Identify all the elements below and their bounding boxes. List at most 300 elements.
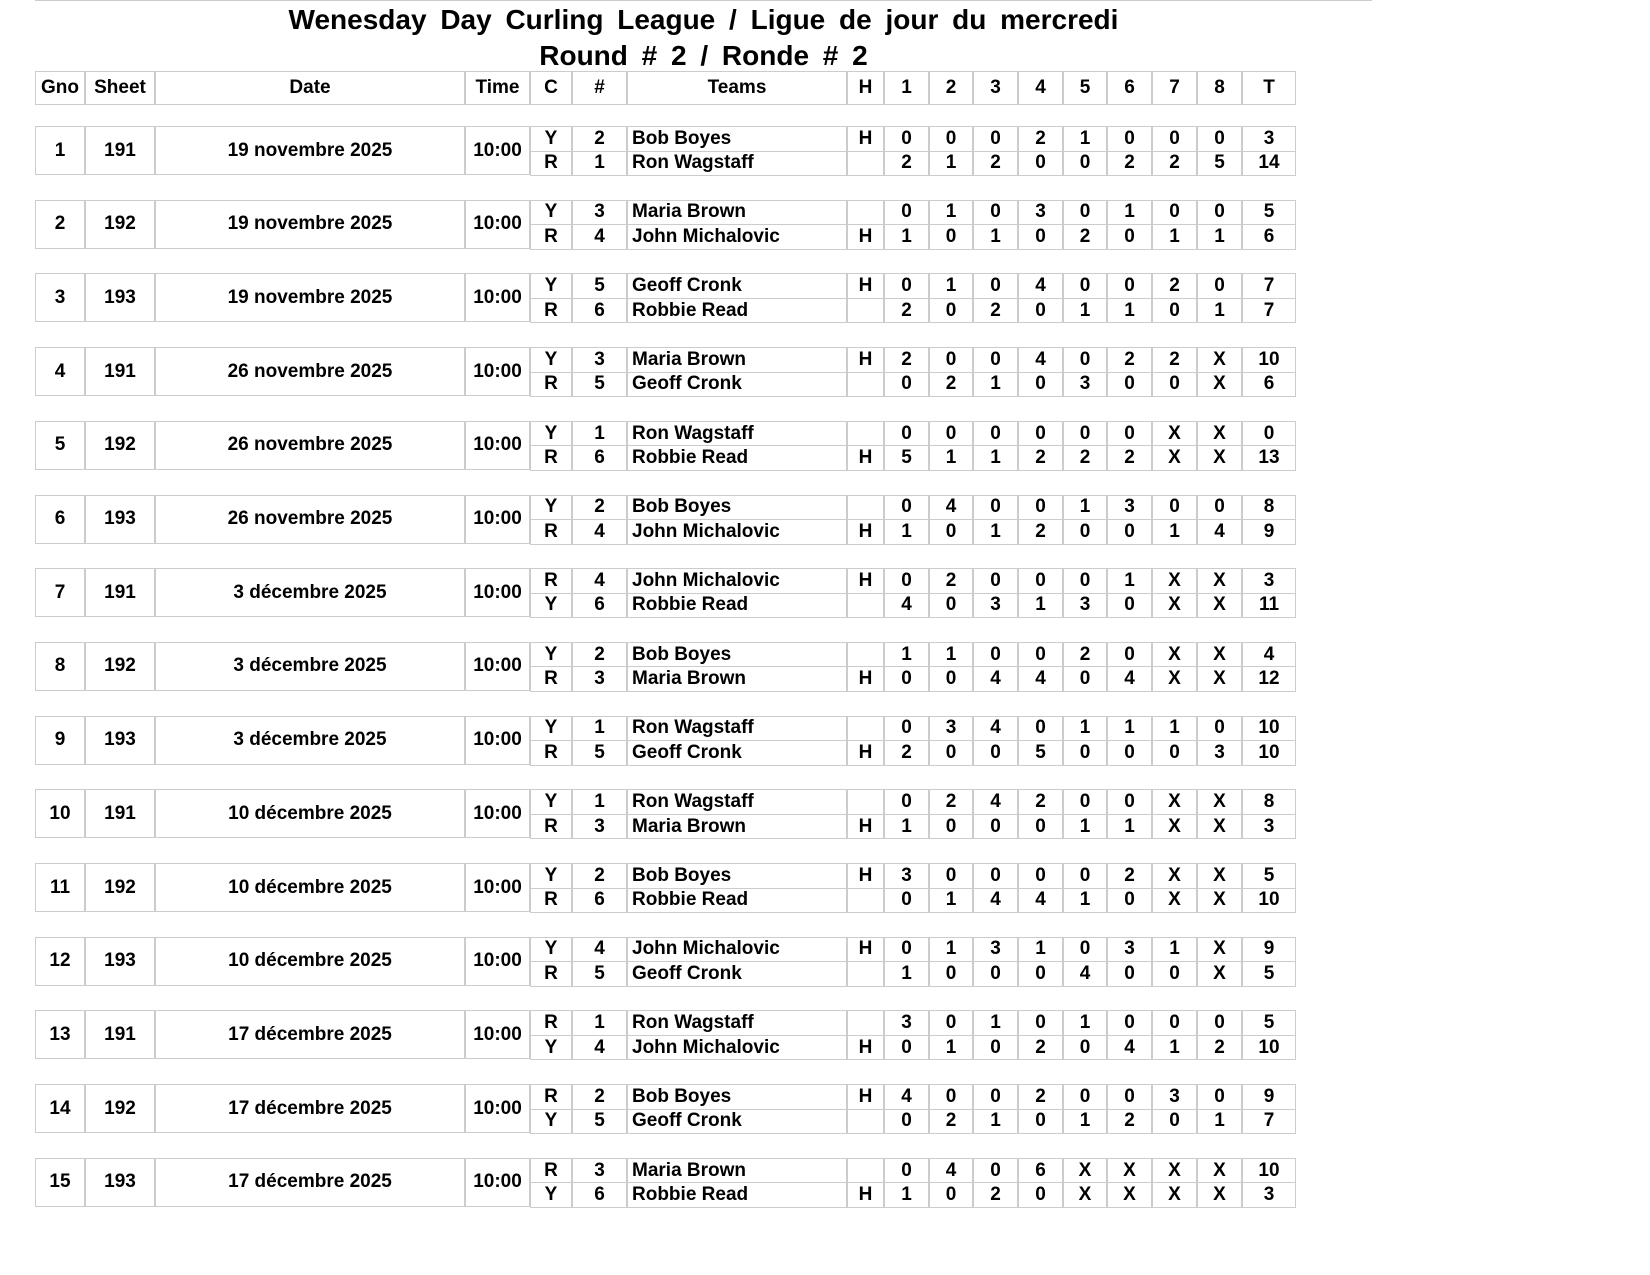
hammer-indicator: H bbox=[847, 666, 884, 692]
end-score: 0 bbox=[1197, 200, 1242, 226]
end-score: 0 bbox=[1018, 642, 1063, 668]
game-time: 10:00 bbox=[465, 937, 530, 986]
hammer-indicator bbox=[847, 1109, 884, 1135]
end-score: 0 bbox=[1018, 1182, 1063, 1208]
end-score: 0 bbox=[973, 863, 1018, 889]
team-name: John Michalovic bbox=[627, 224, 847, 250]
end-score: 1 bbox=[1063, 126, 1107, 152]
end-score: 4 bbox=[929, 495, 973, 521]
sheet-number: 193 bbox=[85, 937, 155, 986]
end-score: 4 bbox=[973, 789, 1018, 815]
end-score: 1 bbox=[929, 445, 973, 471]
end-score: X bbox=[1152, 814, 1197, 840]
end-score: X bbox=[1197, 863, 1242, 889]
game-time: 10:00 bbox=[465, 789, 530, 838]
game-number: 6 bbox=[35, 495, 85, 544]
team-number: 3 bbox=[572, 1158, 627, 1184]
end-score: 2 bbox=[973, 151, 1018, 177]
team-name: Geoff Cronk bbox=[627, 273, 847, 299]
total-score: 3 bbox=[1242, 1182, 1296, 1208]
end-score: 0 bbox=[884, 495, 929, 521]
header-gno: Gno bbox=[35, 71, 85, 105]
hammer-indicator bbox=[847, 372, 884, 398]
end-score: 4 bbox=[973, 716, 1018, 742]
game-block bbox=[35, 200, 1372, 249]
end-score: 0 bbox=[929, 421, 973, 447]
end-score: 0 bbox=[1018, 224, 1063, 250]
end-score: 0 bbox=[929, 593, 973, 619]
stone-color: R bbox=[530, 740, 572, 766]
end-score: 0 bbox=[1107, 126, 1152, 152]
game-time: 10:00 bbox=[465, 716, 530, 765]
team-number: 2 bbox=[572, 1084, 627, 1110]
end-score: X bbox=[1197, 666, 1242, 692]
stone-color: Y bbox=[530, 642, 572, 668]
end-score: 0 bbox=[884, 126, 929, 152]
game-date: 10 décembre 2025 bbox=[155, 789, 465, 838]
team-name: John Michalovic bbox=[627, 519, 847, 545]
end-score: 3 bbox=[1107, 937, 1152, 963]
end-score: X bbox=[1107, 1182, 1152, 1208]
end-score: 1 bbox=[1152, 1035, 1197, 1061]
stone-color: Y bbox=[530, 1035, 572, 1061]
game-time: 10:00 bbox=[465, 495, 530, 544]
end-score: 0 bbox=[1107, 740, 1152, 766]
total-score: 6 bbox=[1242, 372, 1296, 398]
team-name: Maria Brown bbox=[627, 666, 847, 692]
end-score: 2 bbox=[1197, 1035, 1242, 1061]
game-date: 10 décembre 2025 bbox=[155, 863, 465, 912]
team-name: Geoff Cronk bbox=[627, 740, 847, 766]
end-score: X bbox=[1197, 568, 1242, 594]
end-score: 1 bbox=[973, 519, 1018, 545]
sheet-number: 191 bbox=[85, 789, 155, 838]
hammer-indicator: H bbox=[847, 937, 884, 963]
end-score: 0 bbox=[973, 642, 1018, 668]
end-score: 0 bbox=[973, 814, 1018, 840]
team-number: 3 bbox=[572, 347, 627, 373]
hammer-indicator bbox=[847, 961, 884, 987]
end-score: 2 bbox=[884, 298, 929, 324]
end-score: 0 bbox=[1018, 151, 1063, 177]
stone-color: Y bbox=[530, 789, 572, 815]
hammer-indicator: H bbox=[847, 445, 884, 471]
team-number: 4 bbox=[572, 937, 627, 963]
game-block bbox=[35, 273, 1372, 322]
team-name: Bob Boyes bbox=[627, 642, 847, 668]
team-name: Maria Brown bbox=[627, 1158, 847, 1184]
end-score: 3 bbox=[1063, 372, 1107, 398]
header-color: C bbox=[530, 71, 572, 105]
total-score: 9 bbox=[1242, 519, 1296, 545]
end-score: 0 bbox=[1063, 347, 1107, 373]
game-block bbox=[35, 1084, 1372, 1133]
team-name: Geoff Cronk bbox=[627, 372, 847, 398]
game-number: 13 bbox=[35, 1010, 85, 1059]
game-time: 10:00 bbox=[465, 126, 530, 175]
total-score: 10 bbox=[1242, 1158, 1296, 1184]
end-score: 1 bbox=[1018, 937, 1063, 963]
header-team-number: # bbox=[572, 71, 627, 105]
team-number: 1 bbox=[572, 716, 627, 742]
end-score: 1 bbox=[1018, 593, 1063, 619]
end-score: 1 bbox=[1107, 814, 1152, 840]
header-sheet: Sheet bbox=[85, 71, 155, 105]
end-score: 0 bbox=[1197, 716, 1242, 742]
hammer-indicator: H bbox=[847, 863, 884, 889]
header-time: Time bbox=[465, 71, 530, 105]
total-score: 3 bbox=[1242, 568, 1296, 594]
game-time: 10:00 bbox=[465, 273, 530, 322]
end-score: 0 bbox=[1063, 151, 1107, 177]
end-score: 4 bbox=[1018, 888, 1063, 914]
stone-color: Y bbox=[530, 421, 572, 447]
team-number: 3 bbox=[572, 200, 627, 226]
end-score: 0 bbox=[1152, 1109, 1197, 1135]
end-score: 0 bbox=[1063, 273, 1107, 299]
end-score: 2 bbox=[973, 1182, 1018, 1208]
end-score: 0 bbox=[973, 495, 1018, 521]
game-block bbox=[35, 568, 1372, 617]
end-score: 2 bbox=[1018, 1084, 1063, 1110]
end-score: 2 bbox=[884, 151, 929, 177]
game-block bbox=[35, 937, 1372, 986]
stone-color: Y bbox=[530, 200, 572, 226]
end-score: 3 bbox=[884, 863, 929, 889]
end-score: 0 bbox=[1107, 888, 1152, 914]
end-score: X bbox=[1152, 863, 1197, 889]
end-score: 0 bbox=[929, 126, 973, 152]
end-score: 1 bbox=[1152, 716, 1197, 742]
end-score: 0 bbox=[973, 273, 1018, 299]
end-score: X bbox=[1152, 421, 1197, 447]
end-score: 0 bbox=[1018, 863, 1063, 889]
end-score: 0 bbox=[1018, 1010, 1063, 1036]
team-name: John Michalovic bbox=[627, 568, 847, 594]
team-number: 6 bbox=[572, 298, 627, 324]
team-name: Geoff Cronk bbox=[627, 1109, 847, 1135]
team-number: 4 bbox=[572, 519, 627, 545]
end-score: 0 bbox=[884, 666, 929, 692]
stone-color: R bbox=[530, 961, 572, 987]
end-score: 0 bbox=[929, 863, 973, 889]
end-score: 1 bbox=[929, 273, 973, 299]
end-score: 0 bbox=[1018, 961, 1063, 987]
hammer-indicator: H bbox=[847, 1084, 884, 1110]
end-score: X bbox=[1197, 961, 1242, 987]
end-score: 0 bbox=[973, 347, 1018, 373]
end-score: 0 bbox=[1018, 421, 1063, 447]
end-score: 0 bbox=[1063, 1035, 1107, 1061]
end-score: 4 bbox=[1018, 666, 1063, 692]
end-score: 0 bbox=[1018, 716, 1063, 742]
game-date: 17 décembre 2025 bbox=[155, 1158, 465, 1207]
end-score: 0 bbox=[973, 1158, 1018, 1184]
team-name: Maria Brown bbox=[627, 200, 847, 226]
sheet-number: 193 bbox=[85, 1158, 155, 1207]
end-score: 0 bbox=[1018, 568, 1063, 594]
end-score: 4 bbox=[1018, 273, 1063, 299]
team-name: Bob Boyes bbox=[627, 863, 847, 889]
game-date: 3 décembre 2025 bbox=[155, 642, 465, 691]
header-end-2: 2 bbox=[929, 71, 973, 105]
stone-color: R bbox=[530, 814, 572, 840]
team-name: Robbie Read bbox=[627, 298, 847, 324]
end-score: 3 bbox=[973, 937, 1018, 963]
total-score: 5 bbox=[1242, 1010, 1296, 1036]
end-score: 0 bbox=[1107, 421, 1152, 447]
end-score: 2 bbox=[884, 740, 929, 766]
game-block bbox=[35, 421, 1372, 470]
end-score: 2 bbox=[1152, 273, 1197, 299]
hammer-indicator: H bbox=[847, 1035, 884, 1061]
end-score: X bbox=[1197, 421, 1242, 447]
end-score: 2 bbox=[929, 1109, 973, 1135]
end-score: 2 bbox=[1107, 1109, 1152, 1135]
hammer-indicator bbox=[847, 1158, 884, 1184]
end-score: 1 bbox=[884, 224, 929, 250]
title-line-2: Round # 2 / Ronde # 2 bbox=[539, 40, 868, 71]
game-block bbox=[35, 495, 1372, 544]
game-time: 10:00 bbox=[465, 863, 530, 912]
game-time: 10:00 bbox=[465, 1010, 530, 1059]
end-score: 2 bbox=[1152, 151, 1197, 177]
end-score: 1 bbox=[884, 961, 929, 987]
end-score: 1 bbox=[884, 1182, 929, 1208]
end-score: 2 bbox=[1063, 445, 1107, 471]
end-score: 2 bbox=[1018, 1035, 1063, 1061]
end-score: 1 bbox=[929, 200, 973, 226]
end-score: 2 bbox=[1018, 445, 1063, 471]
end-score: X bbox=[1197, 888, 1242, 914]
end-score: X bbox=[1152, 568, 1197, 594]
team-name: Geoff Cronk bbox=[627, 961, 847, 987]
end-score: X bbox=[1152, 888, 1197, 914]
end-score: 1 bbox=[1107, 200, 1152, 226]
end-score: 2 bbox=[973, 298, 1018, 324]
hammer-indicator bbox=[847, 888, 884, 914]
game-date: 26 novembre 2025 bbox=[155, 421, 465, 470]
end-score: 4 bbox=[973, 666, 1018, 692]
sheet-number: 192 bbox=[85, 1084, 155, 1133]
end-score: 0 bbox=[973, 961, 1018, 987]
total-score: 7 bbox=[1242, 298, 1296, 324]
game-date: 17 décembre 2025 bbox=[155, 1084, 465, 1133]
end-score: 0 bbox=[1063, 789, 1107, 815]
end-score: X bbox=[1197, 1158, 1242, 1184]
stone-color: Y bbox=[530, 1109, 572, 1135]
end-score: 0 bbox=[929, 814, 973, 840]
total-score: 4 bbox=[1242, 642, 1296, 668]
end-score: 0 bbox=[1063, 937, 1107, 963]
team-name: Robbie Read bbox=[627, 888, 847, 914]
game-number: 15 bbox=[35, 1158, 85, 1207]
end-score: X bbox=[1152, 1182, 1197, 1208]
end-score: X bbox=[1197, 814, 1242, 840]
team-name: Bob Boyes bbox=[627, 495, 847, 521]
end-score: 0 bbox=[1152, 200, 1197, 226]
hammer-indicator bbox=[847, 716, 884, 742]
game-date: 19 novembre 2025 bbox=[155, 200, 465, 249]
end-score: 0 bbox=[884, 421, 929, 447]
team-name: John Michalovic bbox=[627, 937, 847, 963]
header-end-7: 7 bbox=[1152, 71, 1197, 105]
end-score: 1 bbox=[1197, 224, 1242, 250]
total-score: 9 bbox=[1242, 1084, 1296, 1110]
team-number: 2 bbox=[572, 642, 627, 668]
end-score: 1 bbox=[1063, 298, 1107, 324]
total-score: 10 bbox=[1242, 740, 1296, 766]
game-number: 1 bbox=[35, 126, 85, 175]
end-score: 0 bbox=[1152, 126, 1197, 152]
end-score: 0 bbox=[1197, 273, 1242, 299]
end-score: 0 bbox=[1107, 1010, 1152, 1036]
game-block bbox=[35, 1010, 1372, 1059]
end-score: 1 bbox=[1107, 568, 1152, 594]
team-name: Ron Wagstaff bbox=[627, 716, 847, 742]
end-score: 0 bbox=[1063, 421, 1107, 447]
end-score: 0 bbox=[973, 740, 1018, 766]
stone-color: Y bbox=[530, 495, 572, 521]
end-score: 0 bbox=[884, 372, 929, 398]
game-date: 10 décembre 2025 bbox=[155, 937, 465, 986]
end-score: 4 bbox=[884, 593, 929, 619]
sheet-number: 191 bbox=[85, 347, 155, 396]
end-score: 0 bbox=[1107, 224, 1152, 250]
team-number: 2 bbox=[572, 126, 627, 152]
end-score: 4 bbox=[929, 1158, 973, 1184]
game-number: 14 bbox=[35, 1084, 85, 1133]
stone-color: R bbox=[530, 298, 572, 324]
team-number: 2 bbox=[572, 495, 627, 521]
team-name: Ron Wagstaff bbox=[627, 789, 847, 815]
end-score: 2 bbox=[929, 789, 973, 815]
team-number: 3 bbox=[572, 666, 627, 692]
end-score: 0 bbox=[1152, 961, 1197, 987]
total-score: 6 bbox=[1242, 224, 1296, 250]
game-date: 3 décembre 2025 bbox=[155, 716, 465, 765]
team-name: Maria Brown bbox=[627, 814, 847, 840]
game-number: 2 bbox=[35, 200, 85, 249]
end-score: 4 bbox=[1063, 961, 1107, 987]
end-score: 0 bbox=[929, 740, 973, 766]
stone-color: Y bbox=[530, 347, 572, 373]
end-score: 2 bbox=[1107, 151, 1152, 177]
hammer-indicator: H bbox=[847, 126, 884, 152]
sheet-number: 193 bbox=[85, 716, 155, 765]
stone-color: Y bbox=[530, 126, 572, 152]
end-score: 3 bbox=[1197, 740, 1242, 766]
total-score: 10 bbox=[1242, 716, 1296, 742]
game-block bbox=[35, 1158, 1372, 1207]
hammer-indicator bbox=[847, 1010, 884, 1036]
end-score: X bbox=[1152, 789, 1197, 815]
game-block bbox=[35, 126, 1372, 175]
team-number: 6 bbox=[572, 445, 627, 471]
game-number: 3 bbox=[35, 273, 85, 322]
total-score: 0 bbox=[1242, 421, 1296, 447]
end-score: 0 bbox=[1197, 1084, 1242, 1110]
end-score: 0 bbox=[1063, 568, 1107, 594]
end-score: 1 bbox=[929, 151, 973, 177]
game-block bbox=[35, 863, 1372, 912]
end-score: 0 bbox=[1063, 1084, 1107, 1110]
sheet-number: 193 bbox=[85, 273, 155, 322]
end-score: X bbox=[1197, 1182, 1242, 1208]
game-number: 12 bbox=[35, 937, 85, 986]
sheet-number: 193 bbox=[85, 495, 155, 544]
end-score: 0 bbox=[929, 1182, 973, 1208]
end-score: 0 bbox=[1107, 1084, 1152, 1110]
end-score: 0 bbox=[884, 1109, 929, 1135]
total-score: 10 bbox=[1242, 1035, 1296, 1061]
hammer-indicator: H bbox=[847, 814, 884, 840]
game-time: 10:00 bbox=[465, 568, 530, 617]
end-score: 4 bbox=[1197, 519, 1242, 545]
team-number: 5 bbox=[572, 372, 627, 398]
header-end-6: 6 bbox=[1107, 71, 1152, 105]
game-date: 26 novembre 2025 bbox=[155, 347, 465, 396]
total-score: 3 bbox=[1242, 126, 1296, 152]
team-number: 2 bbox=[572, 863, 627, 889]
end-score: 0 bbox=[1018, 814, 1063, 840]
end-score: 0 bbox=[973, 421, 1018, 447]
end-score: 0 bbox=[1107, 593, 1152, 619]
end-score: 0 bbox=[1063, 666, 1107, 692]
end-score: 0 bbox=[1063, 200, 1107, 226]
page-title bbox=[35, 2, 1372, 74]
team-number: 1 bbox=[572, 421, 627, 447]
game-number: 8 bbox=[35, 642, 85, 691]
total-score: 10 bbox=[1242, 888, 1296, 914]
top-rule bbox=[35, 0, 1372, 1]
end-score: 1 bbox=[1063, 495, 1107, 521]
team-name: John Michalovic bbox=[627, 1035, 847, 1061]
team-name: Maria Brown bbox=[627, 347, 847, 373]
game-time: 10:00 bbox=[465, 1084, 530, 1133]
hammer-indicator: H bbox=[847, 273, 884, 299]
end-score: 2 bbox=[1018, 126, 1063, 152]
end-score: 0 bbox=[884, 1035, 929, 1061]
end-score: 0 bbox=[1107, 519, 1152, 545]
game-date: 19 novembre 2025 bbox=[155, 273, 465, 322]
total-score: 14 bbox=[1242, 151, 1296, 177]
total-score: 13 bbox=[1242, 445, 1296, 471]
team-name: Bob Boyes bbox=[627, 126, 847, 152]
end-score: 1 bbox=[1063, 814, 1107, 840]
stone-color: Y bbox=[530, 863, 572, 889]
team-number: 6 bbox=[572, 593, 627, 619]
end-score: 0 bbox=[929, 1010, 973, 1036]
team-number: 6 bbox=[572, 1182, 627, 1208]
game-number: 9 bbox=[35, 716, 85, 765]
game-number: 5 bbox=[35, 421, 85, 470]
stone-color: R bbox=[530, 888, 572, 914]
game-time: 10:00 bbox=[465, 421, 530, 470]
hammer-indicator: H bbox=[847, 519, 884, 545]
team-number: 4 bbox=[572, 568, 627, 594]
header-end-3: 3 bbox=[973, 71, 1018, 105]
end-score: 1 bbox=[1063, 716, 1107, 742]
game-date: 19 novembre 2025 bbox=[155, 126, 465, 175]
team-number: 3 bbox=[572, 814, 627, 840]
team-number: 6 bbox=[572, 888, 627, 914]
end-score: 4 bbox=[1018, 347, 1063, 373]
hammer-indicator: H bbox=[847, 740, 884, 766]
end-score: 0 bbox=[1063, 519, 1107, 545]
end-score: 2 bbox=[1107, 863, 1152, 889]
end-score: 0 bbox=[1152, 1010, 1197, 1036]
